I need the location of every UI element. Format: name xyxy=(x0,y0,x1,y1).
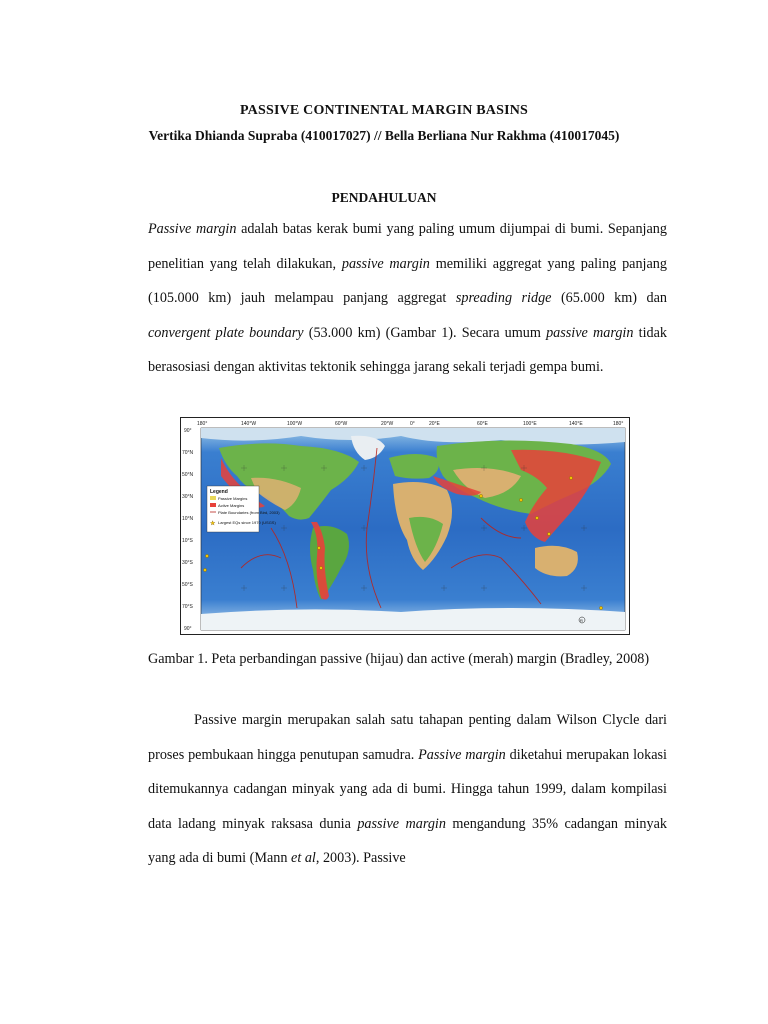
latitude-label: 10°S xyxy=(182,538,193,544)
latitude-label: 70°S xyxy=(182,604,193,610)
legend-item: Active Margins xyxy=(218,503,245,508)
longitude-label: 180° xyxy=(197,421,208,427)
antarctica-landmass xyxy=(201,608,625,630)
longitude-label: 60°E xyxy=(477,421,488,427)
paragraph-text: memiliki aggregat yang paling panjang (105.000 km) jauh melampau panjang aggregat xyxy=(148,255,667,306)
longitude-label: 100°E xyxy=(523,421,537,427)
section-heading: PENDAHULUAN xyxy=(331,190,437,205)
legend-item: Plate Boundaries (from Bird, 2003) xyxy=(218,510,280,515)
longitude-label: 140°E xyxy=(569,421,583,427)
legend-title: Legend xyxy=(210,489,228,495)
latitude-label: 30°N xyxy=(182,494,194,500)
europe-landmass xyxy=(389,454,439,479)
figure-caption: Gambar 1. Peta perbandingan passive (hijau) dan active (merah) margin (Bradley, 2008) xyxy=(148,651,650,667)
longitude-label: 100°W xyxy=(287,421,303,427)
paragraph-text: (65.000 km) dan xyxy=(551,290,667,306)
paragraph-text: , 2003). Passive xyxy=(315,850,406,866)
latitude-labels xyxy=(182,428,194,632)
term-passive-margin: passive margin xyxy=(341,255,430,272)
paragraph-text: adalah batas kerak bumi yang paling umum dijumpai di bumi. Sepanjang penelitian yang telah dilakukan, xyxy=(148,221,667,272)
world-margin-map xyxy=(180,417,630,635)
map-graphic xyxy=(181,418,629,634)
australia-landmass xyxy=(535,546,578,577)
term-passive-margin: passive margin xyxy=(357,815,446,832)
latitude-label: 70°N xyxy=(182,450,194,456)
legend-item: Largest EQs since 1970 (USGS) xyxy=(218,520,276,525)
latitude-label: 90° xyxy=(184,626,192,632)
longitude-labels xyxy=(197,421,623,427)
legend-swatch-active xyxy=(210,503,216,507)
longitude-label: 20°W xyxy=(381,421,394,427)
latitude-label: 50°S xyxy=(182,582,193,588)
latitude-label: 30°S xyxy=(182,560,193,566)
star-icon: ★ xyxy=(210,521,216,527)
longitude-label: 0° xyxy=(410,421,415,427)
longitude-label: 60°W xyxy=(335,421,348,427)
document-title: PASSIVE CONTINENTAL MARGIN BASINS xyxy=(239,103,529,118)
term-passive-margin: passive margin xyxy=(546,324,634,341)
paragraph-text: tidak berasosiasi dengan aktivitas tektonik sehingga jarang sekali terjadi gempa bumi. xyxy=(148,324,667,375)
longitude-label: 140°W xyxy=(241,421,257,427)
paragraph-wilson-cycle xyxy=(148,703,667,876)
term-spreading-ridge: spreading ridge xyxy=(455,290,552,306)
legend-swatch-passive xyxy=(210,496,216,500)
paragraph-intro xyxy=(148,212,667,385)
legend-item: Passive Margins xyxy=(218,496,248,501)
latitude-label: 10°N xyxy=(182,516,194,522)
svg-text:R: R xyxy=(580,618,583,623)
paragraph-text: diketahui merupakan lokasi ditemukannya cadangan minyak yang ada di bumi. Hingga tahun 1999, dalam kompilasi data ladang minyak raksasa dunia xyxy=(148,746,667,832)
latitude-label: 90° xyxy=(184,428,192,434)
term-passive-margin: Passive margin xyxy=(148,221,237,237)
latitude-label: 50°N xyxy=(182,472,194,478)
longitude-label: 180° xyxy=(613,421,624,427)
paragraph-text: Passive margin merupakan salah satu tahapan penting dalam Wilson Clycle dari proses pembukaan hingga penutupan samudra. xyxy=(148,712,667,763)
longitude-label: 20°E xyxy=(429,421,440,427)
paragraph-text: mengandung 35% cadangan minyak yang ada di bumi (Mann xyxy=(148,815,667,866)
paragraph-text: (53.000 km) (Gambar 1). Secara umum xyxy=(303,324,547,341)
term-convergent-boundary: convergent plate boundary xyxy=(148,324,304,341)
term-et-al: et al xyxy=(291,850,316,866)
document-authors: Vertika Dhianda Supraba (410017027) // Bella Berliana Nur Rakhma (410017045) xyxy=(148,128,620,143)
term-passive-margin: Passive margin xyxy=(418,746,506,763)
